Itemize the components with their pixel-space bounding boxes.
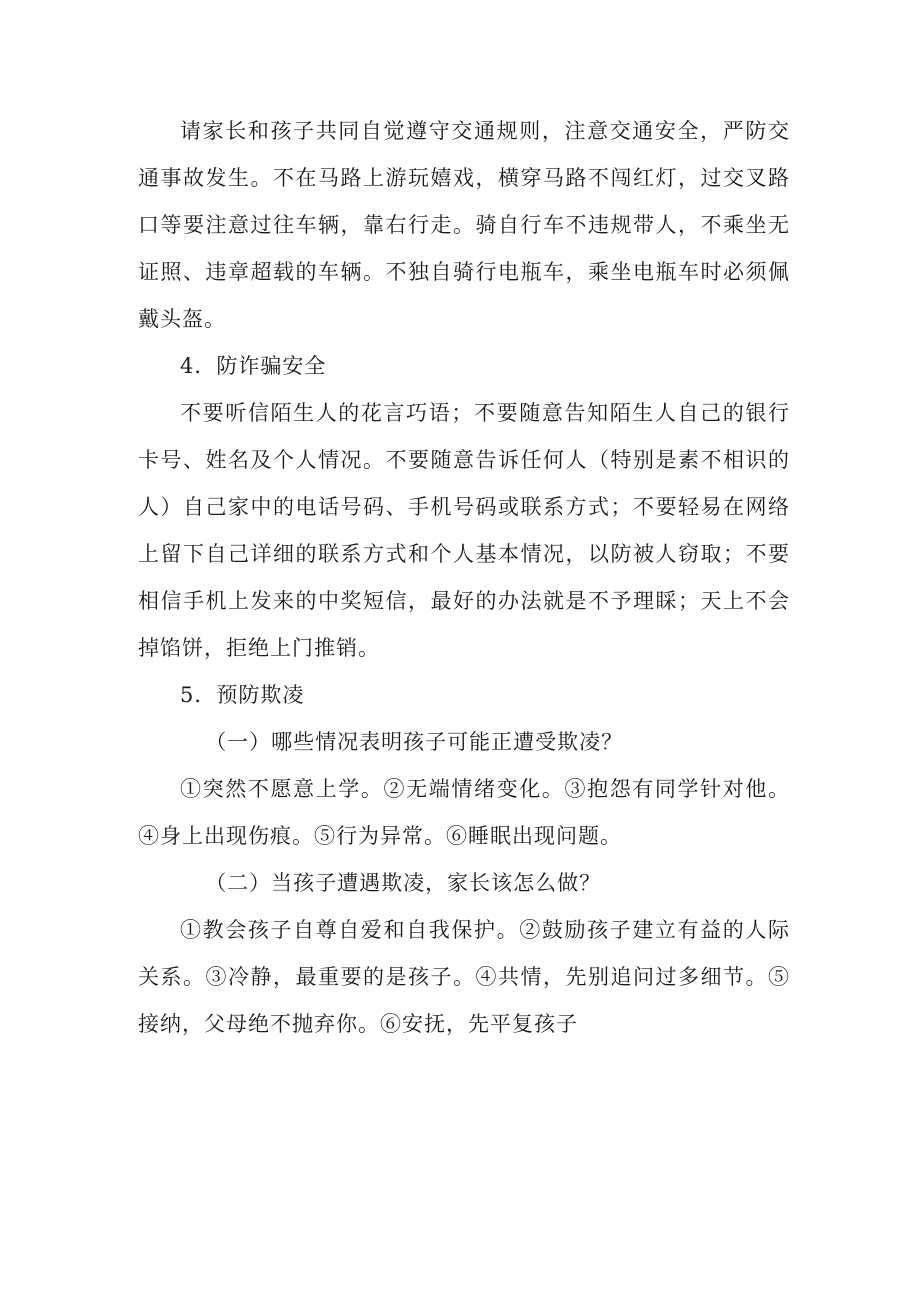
fraud-safety-paragraph: 不要听信陌生人的花言巧语；不要随意告知陌生人自己的银行卡号、姓名及个人情况。不要随意告诉任何人（特别是素不相识的人）自己家中的电话号码、手机号码或联系方式；不要轻易在网络上留下自己详细的联系方式和个人基本情况，以防被人窃取；不要相信手机上发来的中奖短信，最好的办法就是不予理睬；天上不会掉馅饼，拒绝上门推销。 [138, 401, 790, 660]
subsection-2-heading: （二）当孩子遭遇欺凌，家长该怎么做？ [205, 871, 602, 895]
document-body [138, 108, 790, 1048]
section-4-heading: 4．防诈骗安全 [180, 354, 327, 378]
subsection-2-paragraph: ①教会孩子自尊自爱和自我保护。②鼓励孩子建立有益的人际关系。③冷静，最重要的是孩子。④共情，先别追问过多细节。⑤接纳，父母绝不抛弃你。⑥安抚，先平复孩子 [138, 918, 790, 1036]
subsection-1-paragraph: ①突然不愿意上学。②无端情绪变化。③抱怨有同学针对他。④身上出现伤痕。⑤行为异常。⑥睡眠出现问题。 [138, 777, 790, 848]
traffic-safety-paragraph: 请家长和孩子共同自觉遵守交通规则，注意交通安全，严防交通事故发生。不在马路上游玩嬉戏，横穿马路不闯红灯，过交叉路口等要注意过往车辆，靠右行走。骑自行车不违规带人，不乘坐无证照、违章超载的车辆。不独自骑行电瓶车，乘坐电瓶车时必须佩戴头盔。 [138, 119, 790, 331]
subsection-1-heading: （一）哪些情况表明孩子可能正遭受欺凌？ [205, 730, 624, 754]
section-5-heading: 5．预防欺凌 [180, 683, 305, 707]
